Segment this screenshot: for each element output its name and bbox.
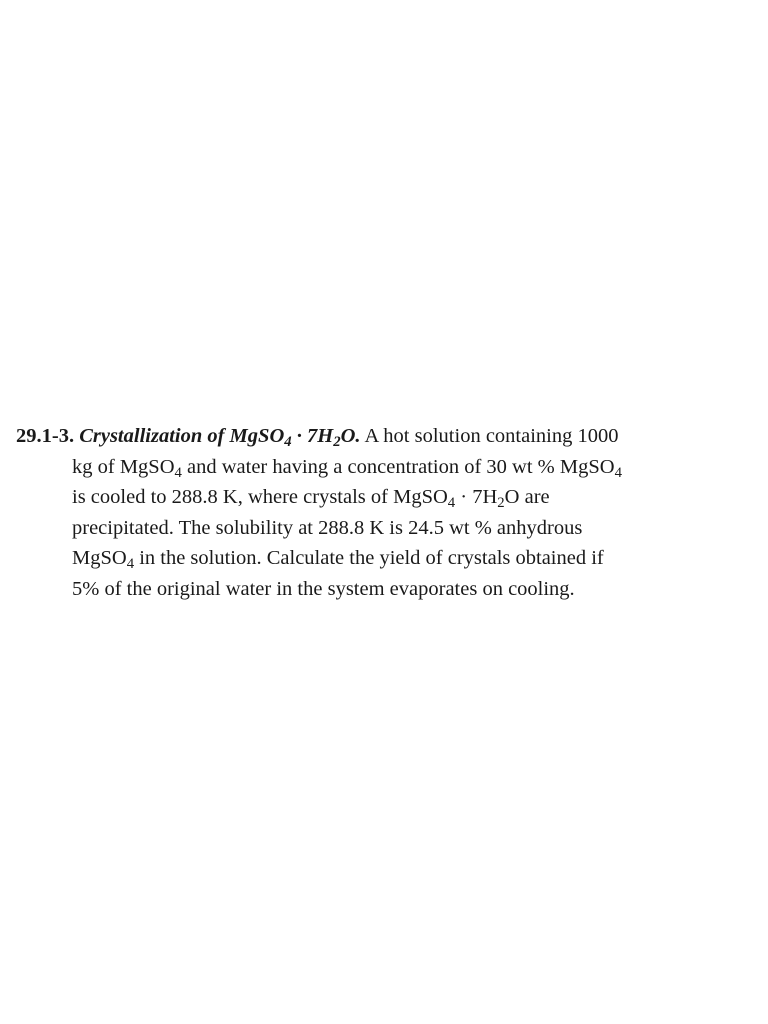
- problem-statement: [16, 421, 746, 604]
- problem-title: Crystallization of MgSO$_4$ · $7H_2O$.: [79, 425, 361, 451]
- problem-line-3: is cooled to 288.8 K, where crystals of MgSO$_4$ · $7H_2O$ are: [72, 486, 550, 512]
- problem-line-4: precipitated. The solubility at 288.8 K is 24.5 wt % anhydrous: [72, 516, 583, 539]
- problem-line-1: [16, 421, 746, 452]
- problem-line-5: MgSO$_4$ in the solution. Calculate the yield of crystals obtained if: [72, 547, 604, 573]
- problem-line-6: 5% of the original water in the system evaporates on cooling.: [72, 577, 575, 600]
- problem-line-2: kg of MgSO$_4$ and water having a concentration of 30 wt % MgSO$_4$: [72, 455, 622, 481]
- problem-number: 29.1-3.: [16, 425, 75, 447]
- problem-text: A hot solution containing 1000: [360, 425, 619, 447]
